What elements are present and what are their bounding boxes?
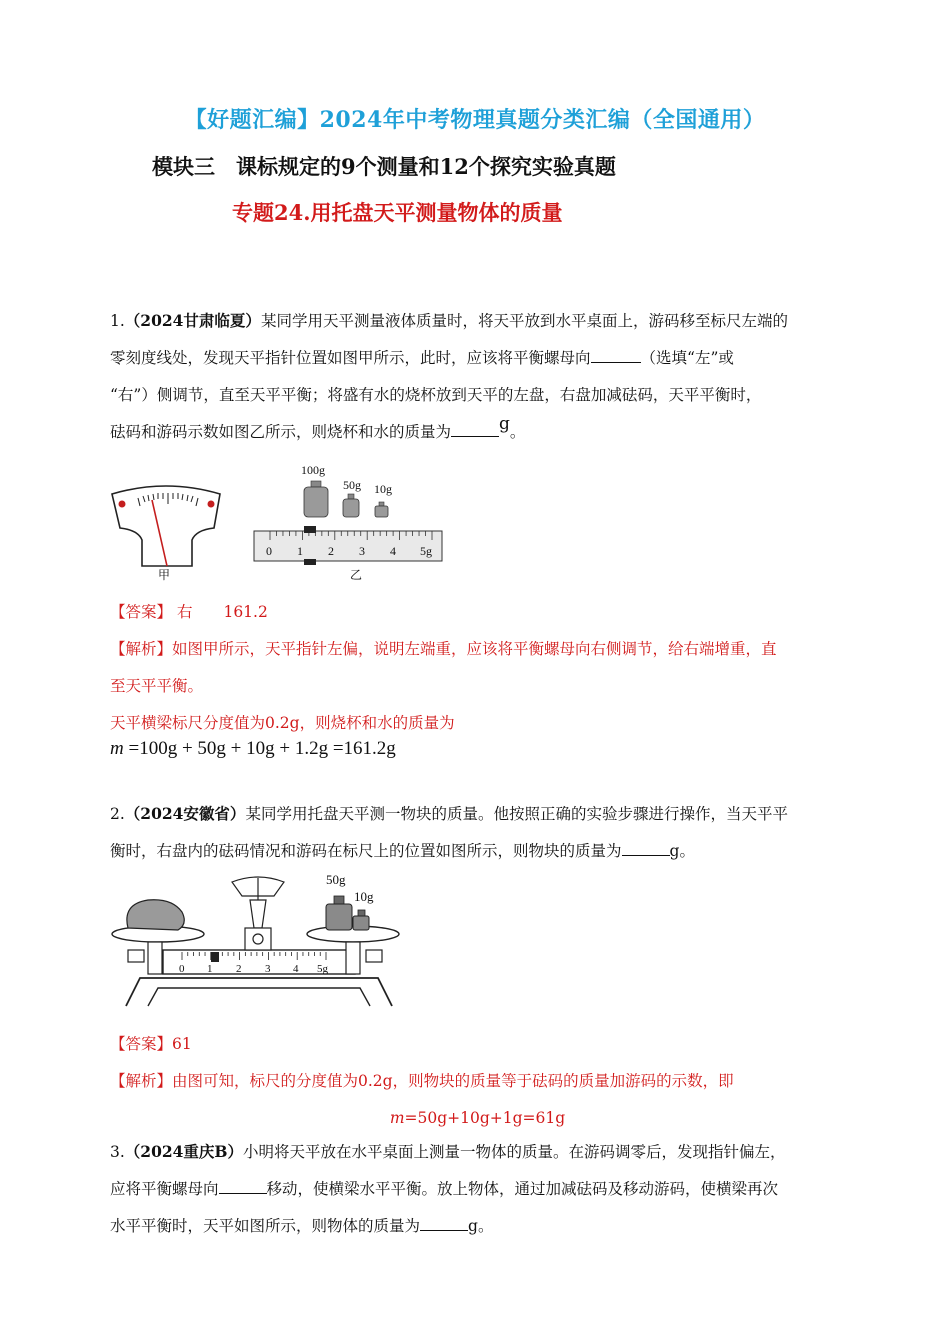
scale-label-3: 3 <box>359 544 365 558</box>
q2-unit: g。 <box>669 842 695 860</box>
q1-text-line4: 砝码和游码示数如图乙所示，则烧杯和水的质量为 <box>110 423 452 441</box>
q1-answer-value: 右 161.2 <box>176 603 268 621</box>
q3-text-line1: 小明将天平放在水平桌面上测量一物体的质量。在游码调零后，发现指针偏左， <box>243 1143 786 1161</box>
q2-scale-label-2: 2 <box>236 963 242 975</box>
q2-answer <box>110 1026 845 1137</box>
q2-weight-50g <box>326 904 352 930</box>
q2-analysis-label: 【解析】 <box>110 1072 173 1090</box>
scale-label-4: 4 <box>390 544 396 558</box>
weight-10g <box>375 506 388 517</box>
q1-analysis-line2: 至天平平衡。 <box>110 677 204 695</box>
q3-number: 3. <box>110 1143 125 1161</box>
q3-source: （2024重庆B） <box>124 1142 244 1161</box>
q3-text-line2: 应将平衡螺母向 <box>110 1180 219 1198</box>
rider-top <box>304 526 316 533</box>
q3-unit: g。 <box>468 1217 494 1235</box>
scale-label-5g: 5g <box>420 544 432 558</box>
q2-formula-m: m <box>389 1109 405 1127</box>
q1-text-line1: 某同学用天平测量液体质量时，将天平放到水平桌面上，游码移至标尺左端的 <box>260 312 788 330</box>
q3-blank-1[interactable] <box>219 1192 267 1194</box>
module-title: 模块三 课标规定的9个测量和12个探究实验真题 <box>152 154 616 179</box>
q1-answer-label: 【答案】 <box>110 603 173 621</box>
q2-scale-label-1: 1 <box>207 963 213 975</box>
weight-label-50g: 50g <box>343 478 361 492</box>
q1-analysis-line1: 如图甲所示，天平指针左偏，说明左端重，应该将平衡螺母向右侧调节，给右端增重，直 <box>172 640 777 658</box>
question-1 <box>110 302 845 451</box>
figure-jia-pointer-dial <box>108 484 226 584</box>
q2-formula-body: =50g+10g+1g=61g <box>404 1109 566 1127</box>
doc-title: 【好题汇编】2024年中考物理真题分类汇编（全国通用） <box>184 107 766 133</box>
q2-object <box>127 900 184 930</box>
question-3 <box>110 1133 845 1245</box>
q2-number: 2. <box>110 805 125 823</box>
q2-text-line2: 衡时，右盘内的砝码情况和游码在标尺上的位置如图所示，则物块的质量为 <box>110 842 622 860</box>
q1-source: （2024甘肃临夏） <box>124 311 261 330</box>
figure-yi-weights-and-scale <box>248 458 448 586</box>
q2-weight-label-50g: 50g <box>326 872 346 887</box>
q2-rider <box>211 952 219 962</box>
q1-formula-m: m <box>110 738 124 759</box>
q1-text-line2: 零刻度线处，发现天平指针位置如图甲所示，此时，应该将平衡螺母向 <box>110 349 591 367</box>
q1-formula <box>110 738 396 760</box>
q2-weight-label-10g: 10g <box>354 889 374 904</box>
q2-source: （2024安徽省） <box>124 804 246 823</box>
q2-analysis-line1: 由图可知，标尺的分度值为0.2g，则物块的质量等于砝码的质量加游码的示数，即 <box>172 1072 734 1090</box>
q1-blank-2[interactable] <box>451 435 499 437</box>
q1-number: 1. <box>110 312 125 330</box>
q1-period: 。 <box>509 423 526 441</box>
q3-text-line3: 水平平衡时，天平如图所示，则物体的质量为 <box>110 1217 421 1235</box>
scale-label-1: 1 <box>297 544 303 558</box>
q2-scale-label-0: 0 <box>179 963 185 975</box>
figure-jia-label: 甲 <box>158 568 171 582</box>
q3-blank-2[interactable] <box>420 1229 468 1231</box>
q2-blank[interactable] <box>622 854 670 856</box>
weight-100g <box>304 487 328 517</box>
q2-text-line1: 某同学用托盘天平测一物块的质量。他按照正确的实验步骤进行操作，当天平平 <box>245 805 788 823</box>
rider-bottom <box>304 559 316 565</box>
q2-weight-10g <box>353 916 369 930</box>
q1-text-line2b: （选填“左”或 <box>640 349 734 367</box>
q1-text-line3: “右”）侧调节，直至天平平衡；将盛有水的烧杯放到天平的左盘，右盘加减砝码，天平平衡时， <box>110 386 762 404</box>
question-2 <box>110 795 845 870</box>
q1-formula-body: =100g + 50g + 10g + 1.2g =161.2g <box>123 738 396 759</box>
q1-analysis-label: 【解析】 <box>110 640 173 658</box>
q1-analysis-line3: 天平横梁标尺分度值为0.2g，则烧杯和水的质量为 <box>110 714 455 732</box>
q2-answer-value: 61 <box>172 1035 192 1053</box>
weight-50g <box>343 499 359 517</box>
scale-label-0: 0 <box>266 544 272 558</box>
q2-scale-label-5g: 5g <box>317 963 328 975</box>
q2-scale-label-3: 3 <box>265 963 271 975</box>
q2-answer-label: 【答案】 <box>110 1035 173 1053</box>
topic-title: 专题24.用托盘天平测量物体的质量 <box>232 200 563 225</box>
q3-text-line2b: 移动，使横梁水平平衡。放上物体，通过加减砝码及移动游码，使横梁再次 <box>266 1180 779 1198</box>
weight-label-10g: 10g <box>374 482 392 496</box>
scale-label-2: 2 <box>328 544 334 558</box>
q1-answer <box>110 594 845 742</box>
figure-q2-balance <box>108 868 408 1013</box>
figure-yi-label: 乙 <box>350 568 363 582</box>
weight-label-100g: 100g <box>301 463 325 477</box>
q1-blank-1[interactable] <box>591 361 641 363</box>
q2-scale-label-4: 4 <box>293 963 299 975</box>
q1-unit: g <box>499 414 510 434</box>
